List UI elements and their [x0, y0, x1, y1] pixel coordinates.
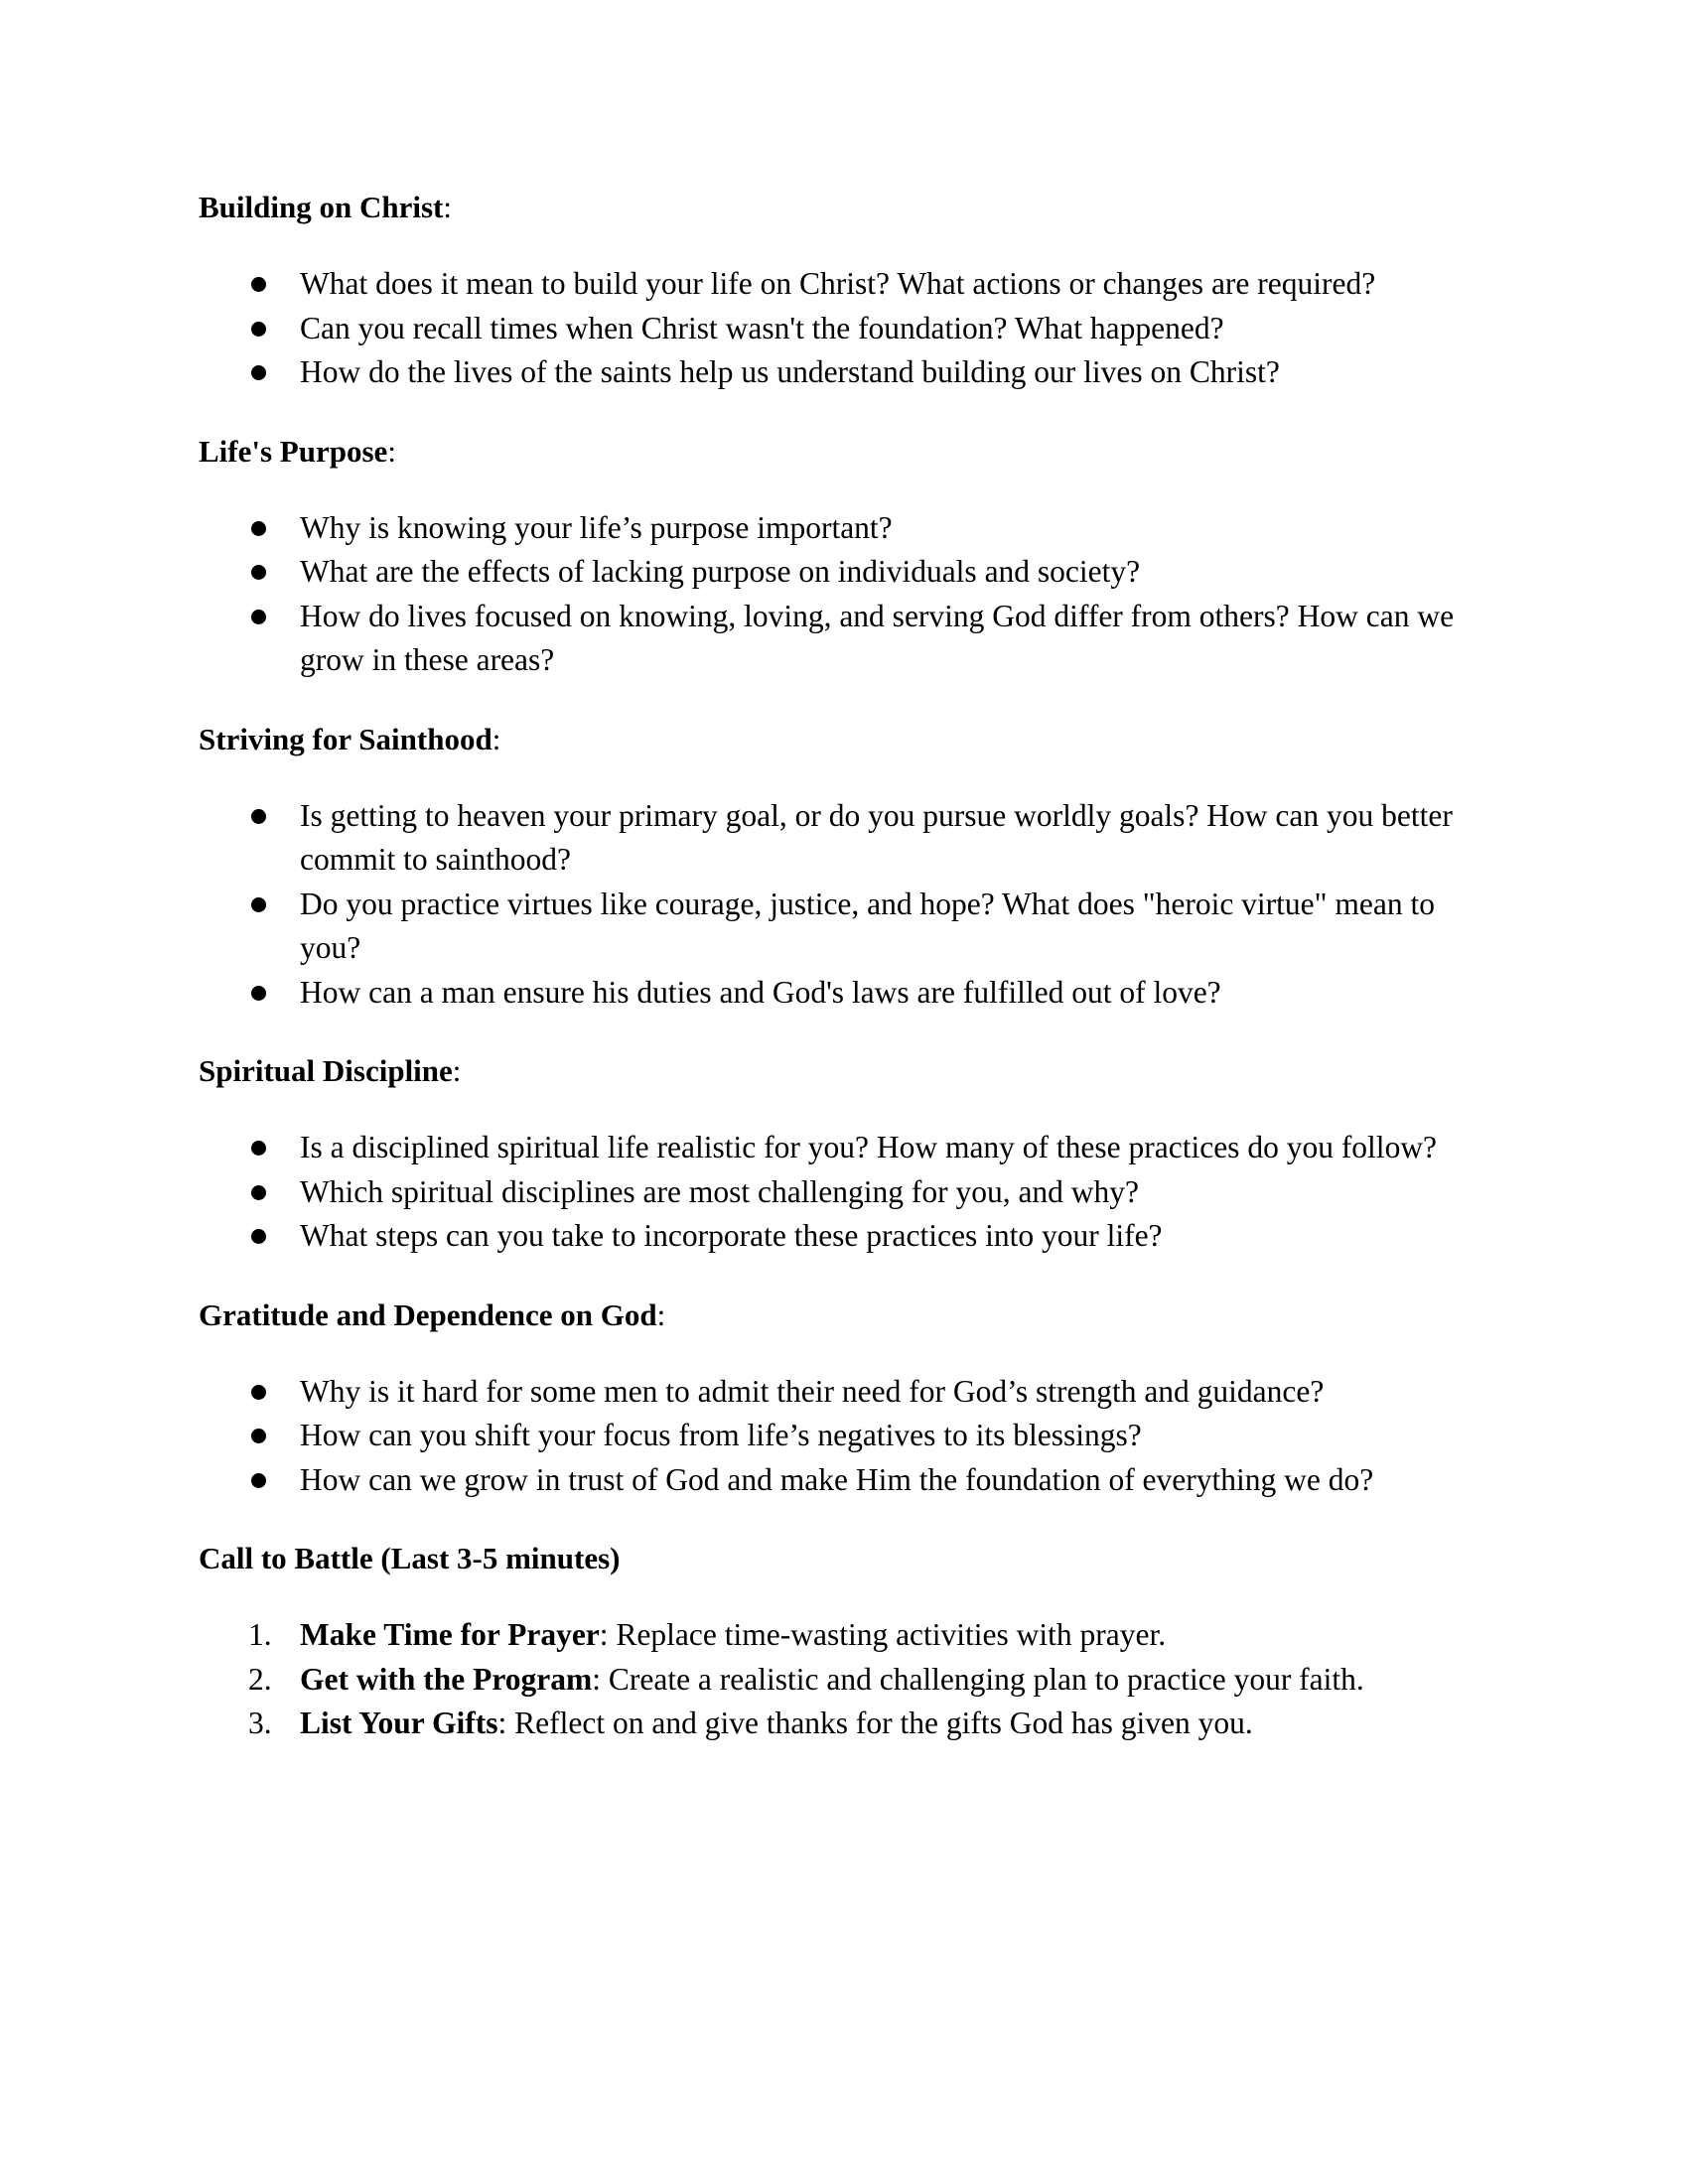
section-heading [199, 1049, 1489, 1094]
bullet-list [199, 506, 1489, 683]
heading-colon: : [387, 433, 396, 469]
list-item-text: Is a disciplined spiritual life realistic for you? How many of these practices do you follow? [300, 1130, 1438, 1164]
bullet-icon [251, 1473, 266, 1488]
section-spiritual-discipline [199, 1049, 1489, 1259]
heading-colon: : [492, 721, 501, 756]
list-item [199, 1458, 1489, 1503]
bullet-icon [251, 986, 266, 1001]
list-item-text: How can you shift your focus from life’s negatives to its blessings? [300, 1418, 1142, 1452]
section-building-on-christ [199, 186, 1489, 395]
list-item-text: How do lives focused on knowing, loving, and serving God differ from others? How can we grow in these areas? [300, 598, 1455, 677]
list-item-text: What are the effects of lacking purpose on individuals and society? [300, 554, 1141, 589]
item-number: 1. [248, 1617, 272, 1652]
heading-colon: : [452, 1053, 462, 1088]
bullet-icon [251, 1141, 266, 1156]
section-lifes-purpose [199, 430, 1489, 683]
list-item-text: What does it mean to build your life on Christ? What actions or changes are required? [300, 266, 1376, 301]
list-item-text: What steps can you take to incorporate these practices into your life? [300, 1218, 1163, 1253]
list-item [199, 307, 1489, 351]
item-text: : Reflect on and give thanks for the gifts God has given you. [497, 1706, 1253, 1740]
list-item-text: How can a man ensure his duties and God's laws are fulfilled out of love? [300, 974, 1221, 1010]
section-heading [199, 430, 1489, 475]
list-item [199, 1370, 1489, 1415]
document-page [199, 186, 1489, 1781]
list-item-text: Why is knowing your life’s purpose important? [300, 509, 893, 545]
bullet-icon [251, 1185, 266, 1200]
bullet-icon [251, 277, 266, 292]
list-item-text: Can you recall times when Christ wasn't the foundation? What happened? [300, 310, 1224, 345]
section-title: Call to Battle (Last 3-5 minutes) [199, 1541, 621, 1575]
bullet-icon [251, 365, 266, 380]
heading-colon: : [443, 190, 452, 224]
bullet-icon [251, 322, 266, 337]
section-title: Striving for Sainthood [199, 721, 492, 756]
section-title: Spiritual Discipline [199, 1053, 453, 1088]
numbered-item [199, 1613, 1489, 1658]
bullet-list [199, 262, 1489, 395]
item-label: Make Time for Prayer [300, 1617, 600, 1652]
list-item-text: Why is it hard for some men to admit their need for God’s strength and guidance? [300, 1373, 1325, 1409]
numbered-item [199, 1658, 1489, 1703]
section-title: Life's Purpose [199, 433, 388, 469]
list-item-text: Which spiritual disciplines are most challenging for you, and why? [300, 1173, 1140, 1209]
section-heading [199, 718, 1489, 762]
list-item [199, 595, 1489, 683]
list-item [199, 550, 1489, 595]
numbered-list [199, 1613, 1489, 1746]
bullet-list [199, 794, 1489, 1016]
item-text: : Create a realistic and challenging plan to practice your faith. [592, 1661, 1364, 1697]
list-item [199, 350, 1489, 395]
list-item [199, 1126, 1489, 1170]
bullet-icon [251, 521, 266, 536]
list-item-text: Do you practice virtues like courage, justice, and hope? What does "heroic virtue" mean to you? [300, 886, 1435, 965]
list-item [199, 1414, 1489, 1458]
bullet-list [199, 1370, 1489, 1503]
bullet-list [199, 1126, 1489, 1259]
section-striving-for-sainthood [199, 718, 1489, 1016]
list-item [199, 262, 1489, 307]
item-label: Get with the Program [300, 1661, 593, 1697]
bullet-icon [251, 897, 266, 912]
list-item [199, 883, 1489, 971]
section-call-to-battle [199, 1537, 1489, 1746]
list-item [199, 1170, 1489, 1215]
list-item [199, 794, 1489, 883]
bullet-icon [251, 1229, 266, 1244]
item-number: 3. [248, 1706, 272, 1740]
numbered-item [199, 1702, 1489, 1746]
bullet-icon [251, 1429, 266, 1443]
list-item-text: How can we grow in trust of God and make Him the foundation of everything we do? [300, 1461, 1374, 1497]
item-label: List Your Gifts [300, 1706, 498, 1740]
bullet-icon [251, 809, 266, 824]
bullet-icon [251, 610, 266, 624]
bullet-icon [251, 1385, 266, 1400]
section-title: Gratitude and Dependence on God [199, 1297, 657, 1332]
bullet-icon [251, 565, 266, 580]
list-item-text: Is getting to heaven your primary goal, or do you pursue worldly goals? How can you better commit to sainthood? [300, 797, 1453, 877]
list-item [199, 1214, 1489, 1259]
section-gratitude-and-dependence [199, 1294, 1489, 1503]
heading-colon: : [656, 1297, 666, 1332]
section-heading [199, 186, 1489, 230]
list-item [199, 506, 1489, 551]
item-text: : Replace time-wasting activities with prayer. [599, 1617, 1167, 1652]
list-item [199, 971, 1489, 1016]
list-item-text: How do the lives of the saints help us understand building our lives on Christ? [300, 354, 1280, 389]
section-heading [199, 1537, 1489, 1581]
section-title: Building on Christ [199, 190, 444, 224]
section-heading [199, 1294, 1489, 1338]
item-number: 2. [248, 1661, 272, 1697]
